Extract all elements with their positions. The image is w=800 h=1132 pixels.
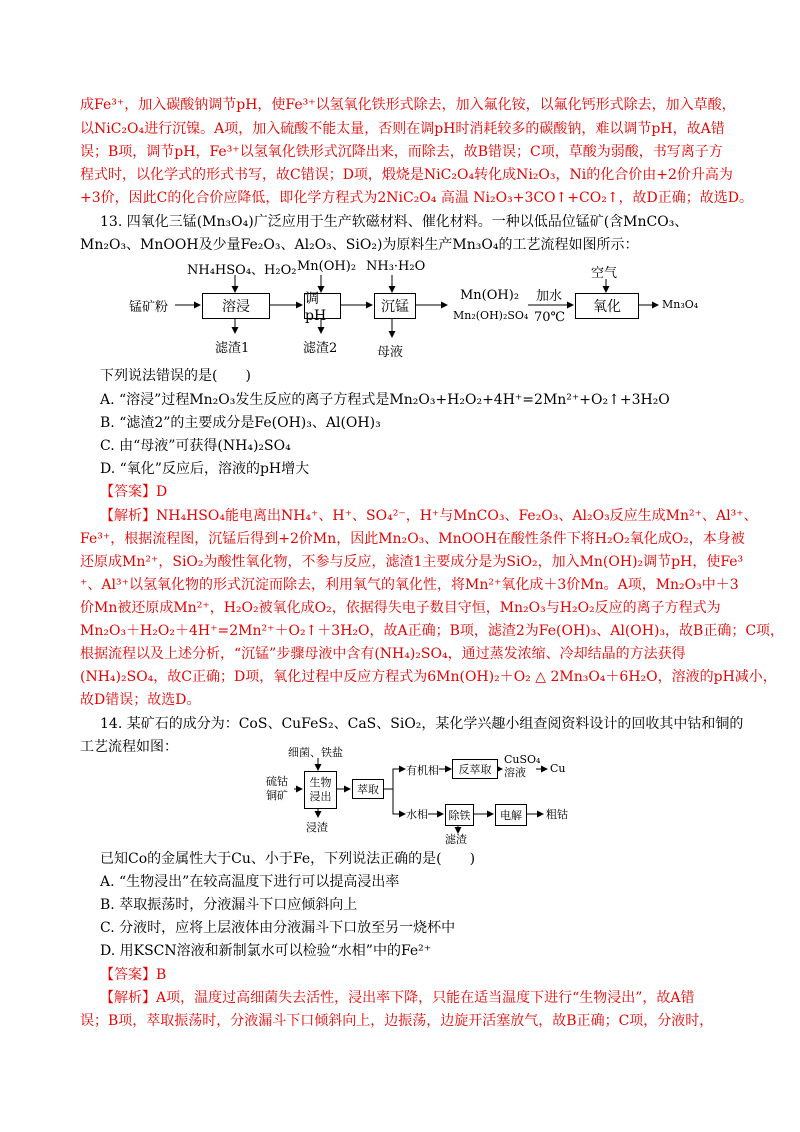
flow14-filter-residue: 滤渣 — [445, 833, 467, 846]
question-13-analysis: 还原成Mn²⁺，SiO₂为酸性氧化物，不参与反应，滤渣1主要成分是为SiO₂，加入Mn(OH)₂调节pH，使Fe³ — [80, 554, 744, 570]
question-13-stem: 13. 四氧化三锰(Mn₃O₄)广泛应用于生产软磁材料、催化材料。一种以低品位锰矿(含MnCO₃、 — [100, 214, 689, 230]
flow-reagent-3: NH₃·H₂O — [366, 259, 426, 274]
question-13-option-b: B. “滤渣2”的主要成分是Fe(OH)₃、Al(OH)₃ — [100, 415, 381, 431]
flow-box-oxidize: 氧化 — [575, 293, 639, 319]
flow14-reagent: 细菌、铁盐 — [288, 746, 343, 759]
flow-mother-liquor: 母液 — [377, 345, 404, 360]
question-13-analysis: 根据流程以及上述分析，“沉锰”步骤母液中含有(NH₄)₂SO₄，通过蒸发浓缩、冷却结晶的方法获得 — [80, 646, 686, 662]
flow-product: Mn₃O₄ — [662, 298, 699, 311]
flow14-box-extract: 萃取 — [352, 779, 384, 799]
question-14-option-a: A. “生物浸出”在较高温度下进行可以提高浸出率 — [100, 874, 400, 890]
question-13-ask: 下列说法错误的是( ) — [100, 368, 251, 384]
question-13-answer: 【答案】D — [100, 484, 168, 500]
question-14-ask: 已知Co的金属性大于Cu、小于Fe，下列说法正确的是( ) — [100, 851, 476, 867]
analysis-line: +3价，因此C的化合价应降低，即化学方程式为2NiC₂O₄ 高温 Ni₂O₃+3CO↑+CO₂↑，故D正确；故选D。 — [80, 190, 753, 206]
flow-residue-1: 滤渣1 — [215, 341, 250, 356]
flow-feed-label: 锰矿粉 — [129, 300, 169, 315]
question-13-analysis: (NH₄)₂SO₄，故C正确；D项，氧化过程中反应方程式为6Mn(OH)₂＋O₂ △ 2Mn₃O₄＋6H₂O，溶液的pH减小， — [80, 669, 777, 685]
flow14-copper: Cu — [550, 762, 566, 775]
flow-box-precipitate: 沉锰 — [374, 293, 416, 319]
flow14-cuso4-solution: CuSO₄溶液 — [504, 753, 541, 779]
question-14-analysis: 【解析】A项，温度过高细菌失去活性，浸出率下降，只能在适当温度下进行“生物浸出”，故A错 — [100, 990, 695, 1006]
analysis-line: 误；B项，调节pH，Fe³⁺以氢氧化铁形式沉降出来，而除去，故B错误；C项，草酸为弱酸，书写离子方 — [80, 144, 723, 160]
flow14-feed: 硫钴铜矿 — [266, 775, 288, 802]
flow14-box-remove-iron: 除铁 — [445, 804, 474, 826]
question-14-option-b: B. 萃取振荡时，分液漏斗下口应倾斜向上 — [100, 897, 358, 913]
question-13-analysis: 【解析】NH₄HSO₄能电离出NH₄⁺、H⁺、SO₄²⁻，H⁺与MnCO₃、Fe₂O₃、Al₂O₃反应生成Mn²⁺、Al³⁺、 — [100, 508, 758, 524]
question-13-analysis: Mn₂O₃＋H₂O₂＋4H⁺=2Mn²⁺＋O₂↑＋3H₂O，故A正确；B项，滤渣2为Fe(OH)₃、Al(OH)₃，故B正确；C项， — [80, 623, 785, 639]
flow-intermediate-2: Mn₂(OH)₂SO₄ — [453, 309, 529, 322]
flow-temperature: 70℃ — [534, 310, 566, 325]
flowchart-13 — [0, 255, 800, 365]
analysis-line: 成Fe³⁺，加入碳酸钠调节pH，使Fe³⁺以氢氧化铁形式除去，加入氟化铵，以氟化钙形式除去，加入草酸， — [80, 97, 736, 113]
question-14-answer: 【答案】B — [100, 967, 167, 983]
question-14-stem: 工艺流程如图： — [80, 739, 178, 755]
flow14-leach-residue: 浸渣 — [306, 821, 328, 834]
flowchart-14-arrows — [0, 742, 800, 842]
question-13-analysis: 故D错误；故选D。 — [80, 692, 201, 708]
flow-air-label: 空气 — [591, 266, 618, 281]
flow-box-adjust-ph: 调pH — [304, 293, 341, 319]
flowchart-14 — [0, 742, 800, 846]
question-13-option-d: D. “氧化”反应后，溶液的pH增大 — [100, 461, 310, 477]
analysis-line: 以NiC₂O₄进行沉镍。A项，加入硫酸不能太量，否则在调pH时消耗较多的碳酸钠，难以调节pH，故A错 — [80, 121, 725, 137]
question-13-analysis: Fe³⁺，根据流程图，沉锰后得到+2价Mn，因此Mn₂O₃、MnOOH在酸性条件下将H₂O₂氧化成O₂，本身被 — [80, 531, 745, 547]
flow-reagent-1: NH₄HSO₄、H₂O₂ — [187, 263, 297, 278]
question-14-analysis: 误；B项，萃取振荡时，分液漏斗下口倾斜向上，边振荡，边旋开活塞放气，故B正确；C项，分液时， — [80, 1013, 714, 1029]
flow14-box-bioleach: 生物浸出 — [304, 771, 337, 809]
analysis-line: 程式时，以化学式的形式书写，故C错误；D项，煅烧是NiC₂O₄转化成Ni₂O₃，Ni的化合价由+2价升高为 — [80, 167, 733, 183]
flow14-organic-phase: 有机相 — [406, 764, 439, 777]
question-13-analysis: 价Mn被还原成Mn²⁺，H₂O₂被氧化成O₂，依据得失电子数目守恒，Mn₂O₃与H₂O₂反应的离子方程式为 — [80, 600, 721, 616]
flow14-crude-cobalt: 粗钴 — [546, 808, 568, 821]
flow-intermediate-1: Mn(OH)₂ — [460, 288, 520, 303]
flow-residue-2: 滤渣2 — [303, 341, 338, 356]
flow-box-dissolve: 溶浸 — [202, 293, 270, 319]
question-13-option-c: C. 由“母液”可获得(NH₄)₂SO₄ — [100, 438, 291, 454]
question-14-stem: 14. 某矿石的成分为：CoS、CuFeS₂、CaS、SiO₂，某化学兴趣小组查阅资料设计的回收其中钴和铜的 — [100, 716, 744, 732]
flow14-aqueous-phase: 水相 — [406, 808, 428, 821]
flow-reagent-2: Mn(OH)₂ — [297, 259, 357, 274]
flow14-box-back-extract: 反萃取 — [452, 759, 498, 779]
question-14-option-d: D. 用KSCN溶液和新制氯水可以检验“水相”中的Fe²⁺ — [100, 943, 432, 959]
flow-add-water: 加水 — [536, 289, 563, 304]
question-14-option-c: C. 分液时，应将上层液体由分液漏斗下口放至另一烧杯中 — [100, 920, 456, 936]
flow14-box-electrolysis: 电解 — [495, 804, 527, 826]
question-13-analysis: ⁺、Al³⁺以氢氧化物的形式沉淀而除去，利用氧气的氧化性，将Mn²⁺氧化成＋3价Mn。A项，Mn₂O₃中＋3 — [80, 577, 739, 593]
question-13-option-a: A. “溶浸”过程Mn₂O₃发生反应的离子方程式是Mn₂O₃+H₂O₂+4H⁺=2Mn²⁺+O₂↑+3H₂O — [100, 392, 670, 408]
question-13-stem: Mn₂O₃、MnOOH及少量Fe₂O₃、Al₂O₃、SiO₂)为原料生产Mn₃O₄的工艺流程如图所示： — [80, 237, 639, 253]
